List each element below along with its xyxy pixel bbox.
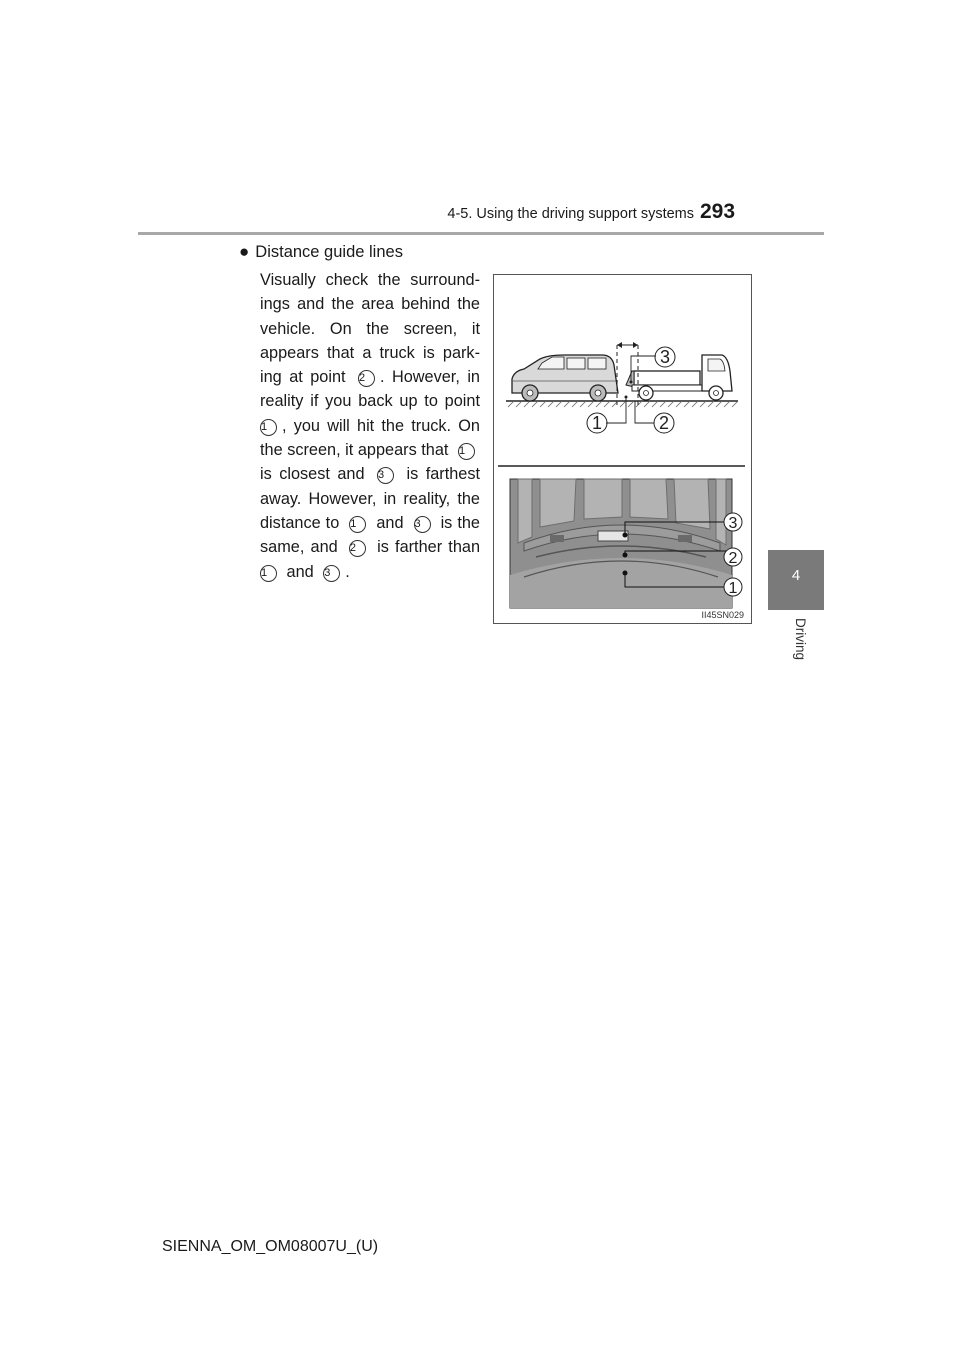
truck-icon bbox=[626, 355, 732, 400]
page-number: 293 bbox=[700, 200, 736, 223]
side-callout-3: 3 bbox=[659, 347, 671, 367]
body-paragraph bbox=[260, 268, 480, 584]
side-callout-1: 1 bbox=[591, 413, 603, 433]
chapter-tab-number: 4 bbox=[791, 567, 801, 584]
callout-1-icon: 1 bbox=[458, 443, 475, 460]
body-line: the screen, it appears that 1 bbox=[260, 438, 480, 462]
body-line: ings and the area behind the bbox=[260, 295, 480, 314]
callout-1-icon: 1 bbox=[260, 419, 277, 436]
callout-1-icon: 1 bbox=[349, 516, 366, 533]
body-line: same, and 2 is farther than bbox=[260, 538, 480, 557]
minivan-icon bbox=[512, 355, 618, 401]
camera-screen-view bbox=[510, 479, 742, 608]
body-line: vehicle. On the screen, it bbox=[260, 319, 480, 338]
body-line: 1 , you will hit the truck. On bbox=[261, 416, 480, 435]
callout-2-icon: 2 bbox=[358, 370, 375, 387]
side-callout-2: 2 bbox=[658, 413, 670, 433]
body-line: 1 and 3 . bbox=[261, 562, 350, 581]
callout-3-icon: 3 bbox=[414, 516, 431, 533]
screen-callout-3: 3 bbox=[728, 515, 738, 532]
callout-3-icon: 3 bbox=[323, 565, 340, 582]
body-line: distance to 1 and 3 is the bbox=[260, 513, 480, 532]
section-title: 4-5. Using the driving support systems bbox=[447, 206, 694, 222]
bullet-icon: ● bbox=[239, 242, 250, 261]
body-line: ing at point 2 . However, in bbox=[260, 368, 480, 387]
callout-3-icon: 3 bbox=[377, 467, 394, 484]
body-line: Visually check the surround- bbox=[260, 271, 480, 289]
screen-callout-1: 1 bbox=[728, 580, 738, 597]
body-line: reality if you back up to point bbox=[260, 392, 480, 411]
figure-code: II45SN029 bbox=[701, 610, 744, 620]
header-rule bbox=[138, 232, 824, 235]
heading-text: Distance guide lines bbox=[255, 243, 403, 261]
bullet-heading bbox=[239, 242, 403, 262]
screen-callout-2: 2 bbox=[728, 550, 738, 567]
callout-2-icon: 2 bbox=[349, 540, 366, 557]
chapter-tab-label: Driving bbox=[793, 618, 808, 661]
body-line: away. However, in reality, the bbox=[260, 489, 480, 508]
body-line: is closest and 3 is farthest bbox=[260, 465, 480, 484]
figure bbox=[493, 274, 752, 624]
callout-1-icon: 1 bbox=[260, 565, 277, 582]
ground-hatch bbox=[508, 401, 738, 407]
side-view bbox=[506, 342, 738, 433]
body-line: appears that a truck is park- bbox=[260, 343, 480, 362]
figure-illustration bbox=[494, 275, 751, 623]
footer-doc-id: SIENNA_OM_OM08007U_(U) bbox=[162, 1238, 379, 1255]
